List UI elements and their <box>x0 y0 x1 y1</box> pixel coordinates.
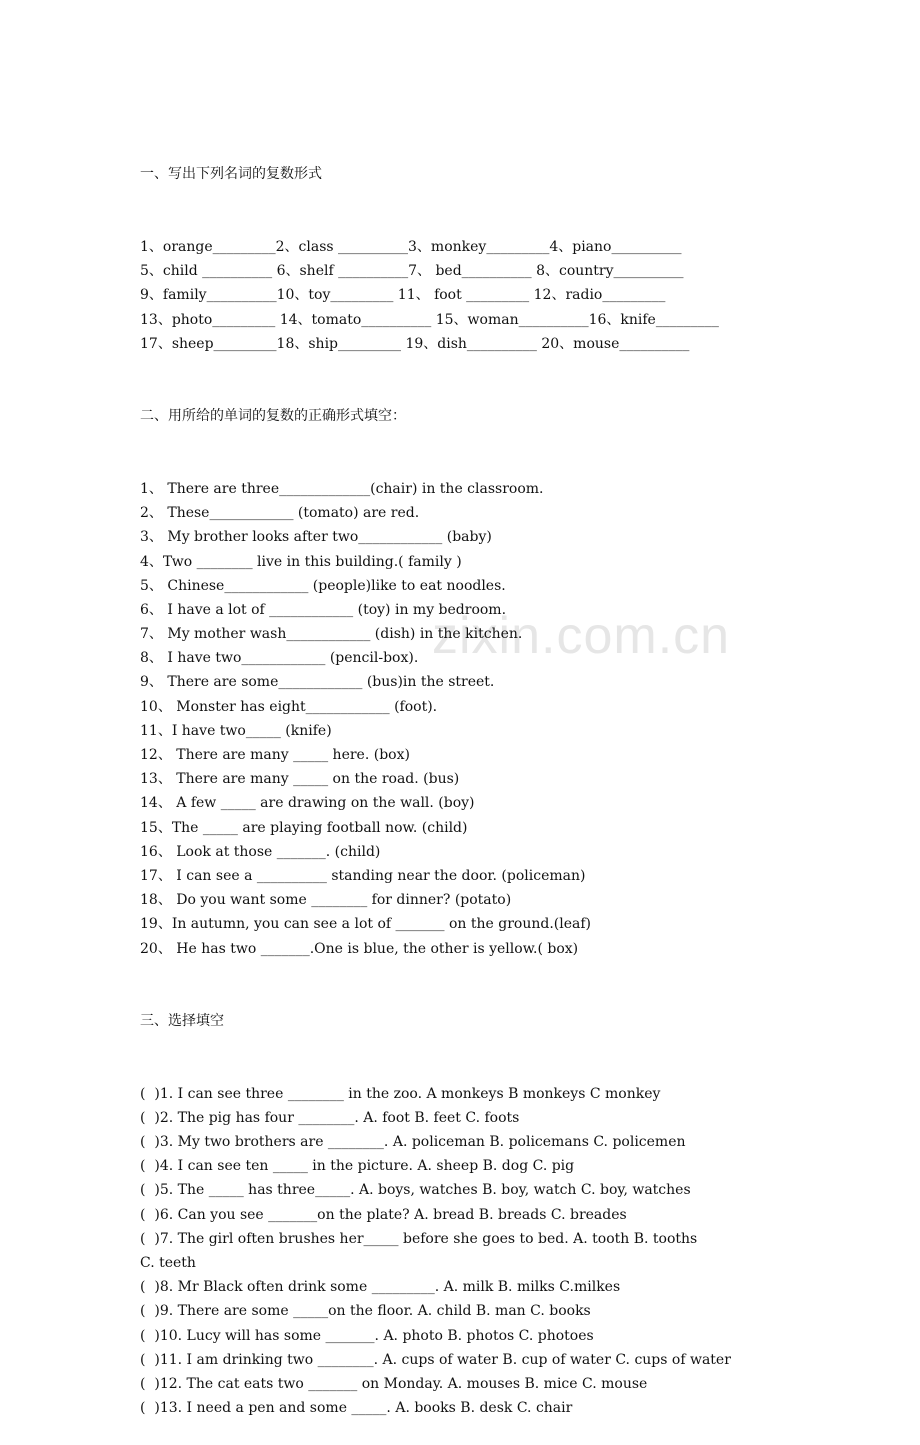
question-row: ( )1. I can see three ________ in the zoo. A monkeys B monkeys C monkey <box>140 1085 661 1102</box>
worksheet <box>140 114 820 1445</box>
question-row: ( )11. I am drinking two ________. A. cups of water B. cup of water C. cups of water <box>140 1351 731 1368</box>
question-row: 16、 Look at those _______. (child) <box>140 843 381 860</box>
question-row: 15、The _____ are playing football now. (child) <box>140 819 468 836</box>
question-row: 3、 My brother looks after two____________ (baby) <box>140 529 492 546</box>
question-row: ( )9. There are some _____on the floor. A. child B. man C. books <box>140 1303 591 1320</box>
question-row: 17、 I can see a __________ standing near the door. (policeman) <box>140 867 586 884</box>
question-row: 9、 There are some____________ (bus)in the street. <box>140 674 495 691</box>
question-row: ( )4. I can see ten _____ in the picture. A. sheep B. dog C. pig <box>140 1158 575 1175</box>
question-row: 20、 He has two _______.One is blue, the other is yellow.( box) <box>140 940 579 957</box>
question-row: ( )10. Lucy will has some _______. A. photo B. photos C. photoes <box>140 1327 594 1344</box>
section1-title: 一、写出下列名词的复数形式 <box>140 166 322 183</box>
question-row: 5、child __________ 6、shelf __________7、 bed__________ 8、country__________ <box>140 263 684 280</box>
watermark: zixin.com.cn <box>432 607 731 665</box>
question-row: ( )12. The cat eats two _______ on Monday. A. mouses B. mice C. mouse <box>140 1375 648 1392</box>
question-row: ( )8. Mr Black often drink some _________. A. milk B. milks C.milkes <box>140 1279 621 1296</box>
question-row: 4、Two ________ live in this building.( family ) <box>140 553 462 570</box>
question-row: 13、 There are many _____ on the road. (bus) <box>140 771 460 788</box>
question-row: 18、 Do you want some ________ for dinner? (potato) <box>140 892 512 909</box>
question-row: 14、 A few _____ are drawing on the wall. (boy) <box>140 795 475 812</box>
question-row: ( )5. The _____ has three_____. A. boys, watches B. boy, watch C. boy, watches <box>140 1182 691 1199</box>
section2-title: 二、用所给的单词的复数的正确形式填空： <box>140 408 406 425</box>
section3-title: 三、选择填空 <box>140 1013 224 1030</box>
question-row: 19、In autumn, you can see a lot of _______ on the ground.(leaf) <box>140 916 591 933</box>
section1-list <box>140 235 820 356</box>
question-row: ( )6. Can you see _______on the plate? A. bread B. breads C. breades <box>140 1206 627 1223</box>
section2-list <box>140 477 820 961</box>
question-row: 17、sheep_________18、ship_________ 19、dish__________ 20、mouse__________ <box>140 335 690 352</box>
question-row: 1、orange_________2、class __________3、monkey_________4、piano__________ <box>140 239 682 255</box>
section3-list <box>140 1082 820 1421</box>
question-row: 6、 I have a lot of ____________ (toy) in my bedroom. <box>140 601 507 618</box>
question-row: ( )3. My two brothers are ________. A. policeman B. policemans C. policemen <box>140 1134 686 1151</box>
question-row: 11、I have two_____ (knife) <box>140 722 332 739</box>
question-row: 7、 My mother wash____________ (dish) in the kitchen. <box>140 626 523 643</box>
question-row: ( )13. I need a pen and some _____. A. books B. desk C. chair <box>140 1400 573 1417</box>
question-row: 12、 There are many _____ here. (box) <box>140 747 410 763</box>
question-row: C. teeth <box>140 1255 196 1271</box>
question-row: 13、photo_________ 14、tomato__________ 15、woman__________16、knife_________ <box>140 311 719 328</box>
question-row: 8、 I have two____________ (pencil-box). <box>140 650 419 667</box>
question-row: 10、 Monster has eight____________ (foot). <box>140 698 438 715</box>
question-row: 9、family__________10、toy_________ 11、 foot _________ 12、radio_________ <box>140 287 666 304</box>
question-row: 5、 Chinese____________ (people)like to eat noodles. <box>140 577 506 594</box>
question-row: ( )2. The pig has four ________. A. foot B. feet C. foots <box>140 1109 520 1126</box>
question-row: 1、 There are three_____________(chair) in the classroom. <box>140 480 544 497</box>
question-row: ( )7. The girl often brushes her_____ before she goes to bed. A. tooth B. tooths <box>140 1230 698 1247</box>
question-row: 2、 These____________ (tomato) are red. <box>140 505 420 522</box>
